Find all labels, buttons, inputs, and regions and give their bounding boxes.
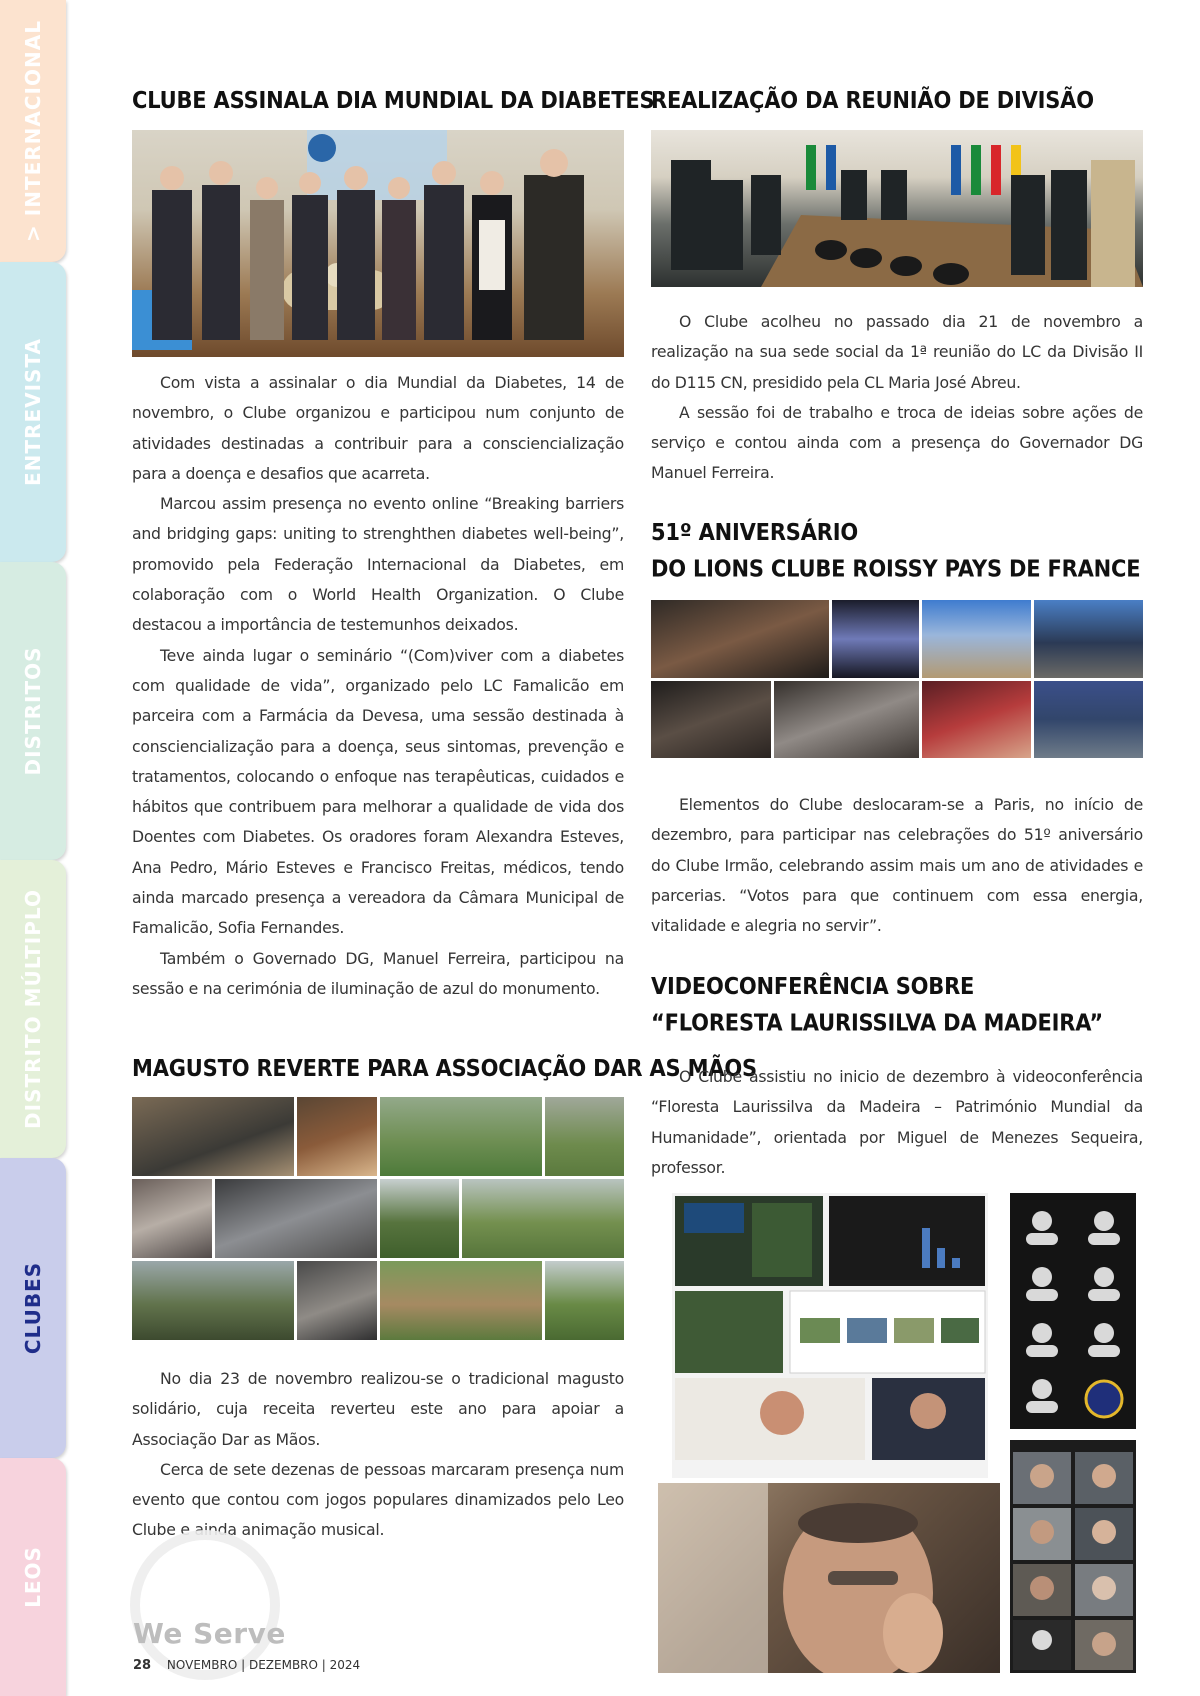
- videoconferencia-title-line2: “FLORESTA LAURISSILVA DA MADEIRA”: [651, 1009, 1103, 1037]
- collage-photo: [297, 1261, 377, 1340]
- paragraph: Também o Governado DG, Manuel Ferreira, participou na sessão e na cerimónia de iluminação de azul do monumento.: [132, 948, 624, 998]
- videoconferencia-mobile-grid: [1010, 1440, 1136, 1673]
- paragraph: Cerca de sete dezenas de pessoas marcaram presença num evento que contou com jogos populares dinamizados pelo Leo Clube e ainda animação musical.: [132, 1459, 624, 1540]
- magusto-body: [132, 1364, 624, 1546]
- reuniao-meeting-illustration: [651, 130, 1143, 287]
- videoconferencia-participants-grid: [1010, 1193, 1136, 1429]
- diabetes-group-illustration: [132, 130, 624, 357]
- collage-photo: [651, 681, 771, 759]
- participants-illustration: [1010, 1193, 1136, 1429]
- tab-entrevista-label: ENTREVISTA: [21, 338, 45, 486]
- paragraph: Marcou assim presença no evento online “Breaking barriers and bridging gaps: uniting to strenghthen diabetes well-being”, promovido pela Federação Internacional da Diabetes, em colaboração com o World Health Organization. O Clube destacou a importância de testemunhos deixados.: [132, 494, 624, 635]
- tab-clubes-label: CLUBES: [21, 1261, 45, 1355]
- videoconferencia-body: [651, 1062, 1143, 1183]
- collage-photo: [380, 1097, 542, 1176]
- aniversario-title-line1: 51º ANIVERSÁRIO: [651, 518, 859, 546]
- collage-photo: [774, 681, 919, 759]
- collage-photo: [1034, 681, 1143, 759]
- aniversario-body: [651, 790, 1143, 941]
- reuniao-title: REALIZAÇÃO DA REUNIÃO DE DIVISÃO: [651, 86, 1094, 114]
- tab-distrito-multiplo-label: DISTRITO MÚLTIPLO: [21, 889, 45, 1129]
- tab-internacional[interactable]: [0, 0, 66, 262]
- collage-photo: [380, 1179, 460, 1258]
- section-tabs: [0, 0, 70, 1696]
- aniversario-photo-collage: [651, 600, 1143, 758]
- videoconferencia-title: [651, 968, 1103, 1042]
- reuniao-body: [651, 307, 1143, 489]
- reuniao-meeting-photo: [651, 130, 1143, 287]
- collage-photo: [380, 1261, 542, 1340]
- tab-leos[interactable]: [0, 1458, 66, 1696]
- collage-photo: [132, 1097, 294, 1176]
- collage-photo: [297, 1097, 377, 1176]
- tab-distritos-label: DISTRITOS: [21, 646, 45, 776]
- collage-photo: [132, 1179, 212, 1258]
- magusto-photo-collage: [132, 1097, 624, 1340]
- we-serve-slogan: We Serve: [133, 1617, 286, 1650]
- paragraph: O Clube assistiu no inicio de dezembro à videoconferência “Floresta Laurissilva da Madeira – Património Mundial da Humanidade”, orientada por Miguel de Menezes Sequeira, professor.: [651, 1067, 1143, 1177]
- tab-distrito-multiplo[interactable]: [0, 860, 66, 1158]
- videoconferencia-speaker-photo: [658, 1483, 1000, 1673]
- paragraph: No dia 23 de novembro realizou-se o tradicional magusto solidário, cuja receita reverteu este ano para apoiar a Associação Dar as Mãos.: [132, 1369, 624, 1449]
- collage-photo: [545, 1097, 625, 1176]
- collage-photo: [832, 600, 919, 678]
- paragraph: Com vista a assinalar o dia Mundial da Diabetes, 14 de novembro, o Clube organizou e participou num conjunto de atividades destinadas a contribuir para a consciencialização para a doença e desafios que acarreta.: [132, 373, 624, 483]
- videoconferencia-slides-collage: [672, 1193, 988, 1478]
- collage-photo: [545, 1261, 625, 1340]
- diabetes-group-photo: [132, 130, 624, 357]
- tab-clubes[interactable]: [0, 1158, 66, 1458]
- diabetes-body: [132, 368, 624, 1004]
- paragraph: Teve ainda lugar o seminário “(Com)viver com a diabetes com qualidade de vida”, organizado pelo LC Famalicão em parceira com a Farmácia da Devesa, uma sessão destinada à consciencialização para a doença, seus sintomas, prevenção e tratamentos, colocando o enfoque nas terapêuticas, cuidados e hábitos que contribuem para melhorar a qualidade de vida dos Doentes com Diabetes. Os oradores foram Alexandra Esteves, Ana Pedro, Mário Esteves e Francisco Freitas, médicos, tendo ainda marcado presença a vereadora da Câmara Municipal de Famalicão, Sofia Fernandes.: [132, 645, 624, 938]
- tab-internacional-label: > INTERNACIONAL: [21, 20, 45, 242]
- diabetes-title: CLUBE ASSINALA DIA MUNDIAL DA DIABETES: [132, 86, 655, 114]
- mobile-grid-illustration: [1010, 1440, 1136, 1673]
- collage-photo: [922, 600, 1031, 678]
- collage-photo: [922, 681, 1031, 759]
- collage-photo: [132, 1261, 294, 1340]
- page-footer: [133, 1658, 360, 1673]
- aniversario-title: [651, 514, 1140, 588]
- tab-entrevista[interactable]: [0, 262, 66, 562]
- paragraph: Elementos do Clube deslocaram-se a Paris, no início de dezembro, para participar nas celebrações do 51º aniversário do Clube Irmão, celebrando assim mais um ano de atividades e parcerias. “Votos para que continuem com essa energia, vitalidade e alegria no servir”.: [651, 795, 1143, 936]
- slides-illustration: [672, 1193, 988, 1478]
- magusto-title: MAGUSTO REVERTE PARA ASSOCIAÇÃO DAR AS MÃOS: [132, 1054, 757, 1082]
- collage-photo: [1034, 600, 1143, 678]
- videoconferencia-title-line1: VIDEOCONFERÊNCIA SOBRE: [651, 972, 975, 1000]
- paragraph: A sessão foi de trabalho e troca de ideias sobre ações de serviço e contou ainda com a presença do Governador DG Manuel Ferreira.: [651, 402, 1143, 483]
- speaker-illustration: [658, 1483, 1000, 1673]
- paragraph: O Clube acolheu no passado dia 21 de novembro a realização na sua sede social da 1ª reunião do LC da Divisão II do D115 CN, presidido pela CL Maria José Abreu.: [651, 312, 1143, 392]
- edition-date: NOVEMBRO | DEZEMBRO | 2024: [166, 1658, 361, 1672]
- page-number: 28: [133, 1658, 152, 1673]
- tab-distritos[interactable]: [0, 562, 66, 860]
- collage-photo: [215, 1179, 377, 1258]
- aniversario-title-line2: DO LIONS CLUBE ROISSY PAYS DE FRANCE: [651, 555, 1141, 583]
- tab-leos-label: LEOS: [21, 1546, 45, 1608]
- collage-photo: [651, 600, 829, 678]
- collage-photo: [462, 1179, 624, 1258]
